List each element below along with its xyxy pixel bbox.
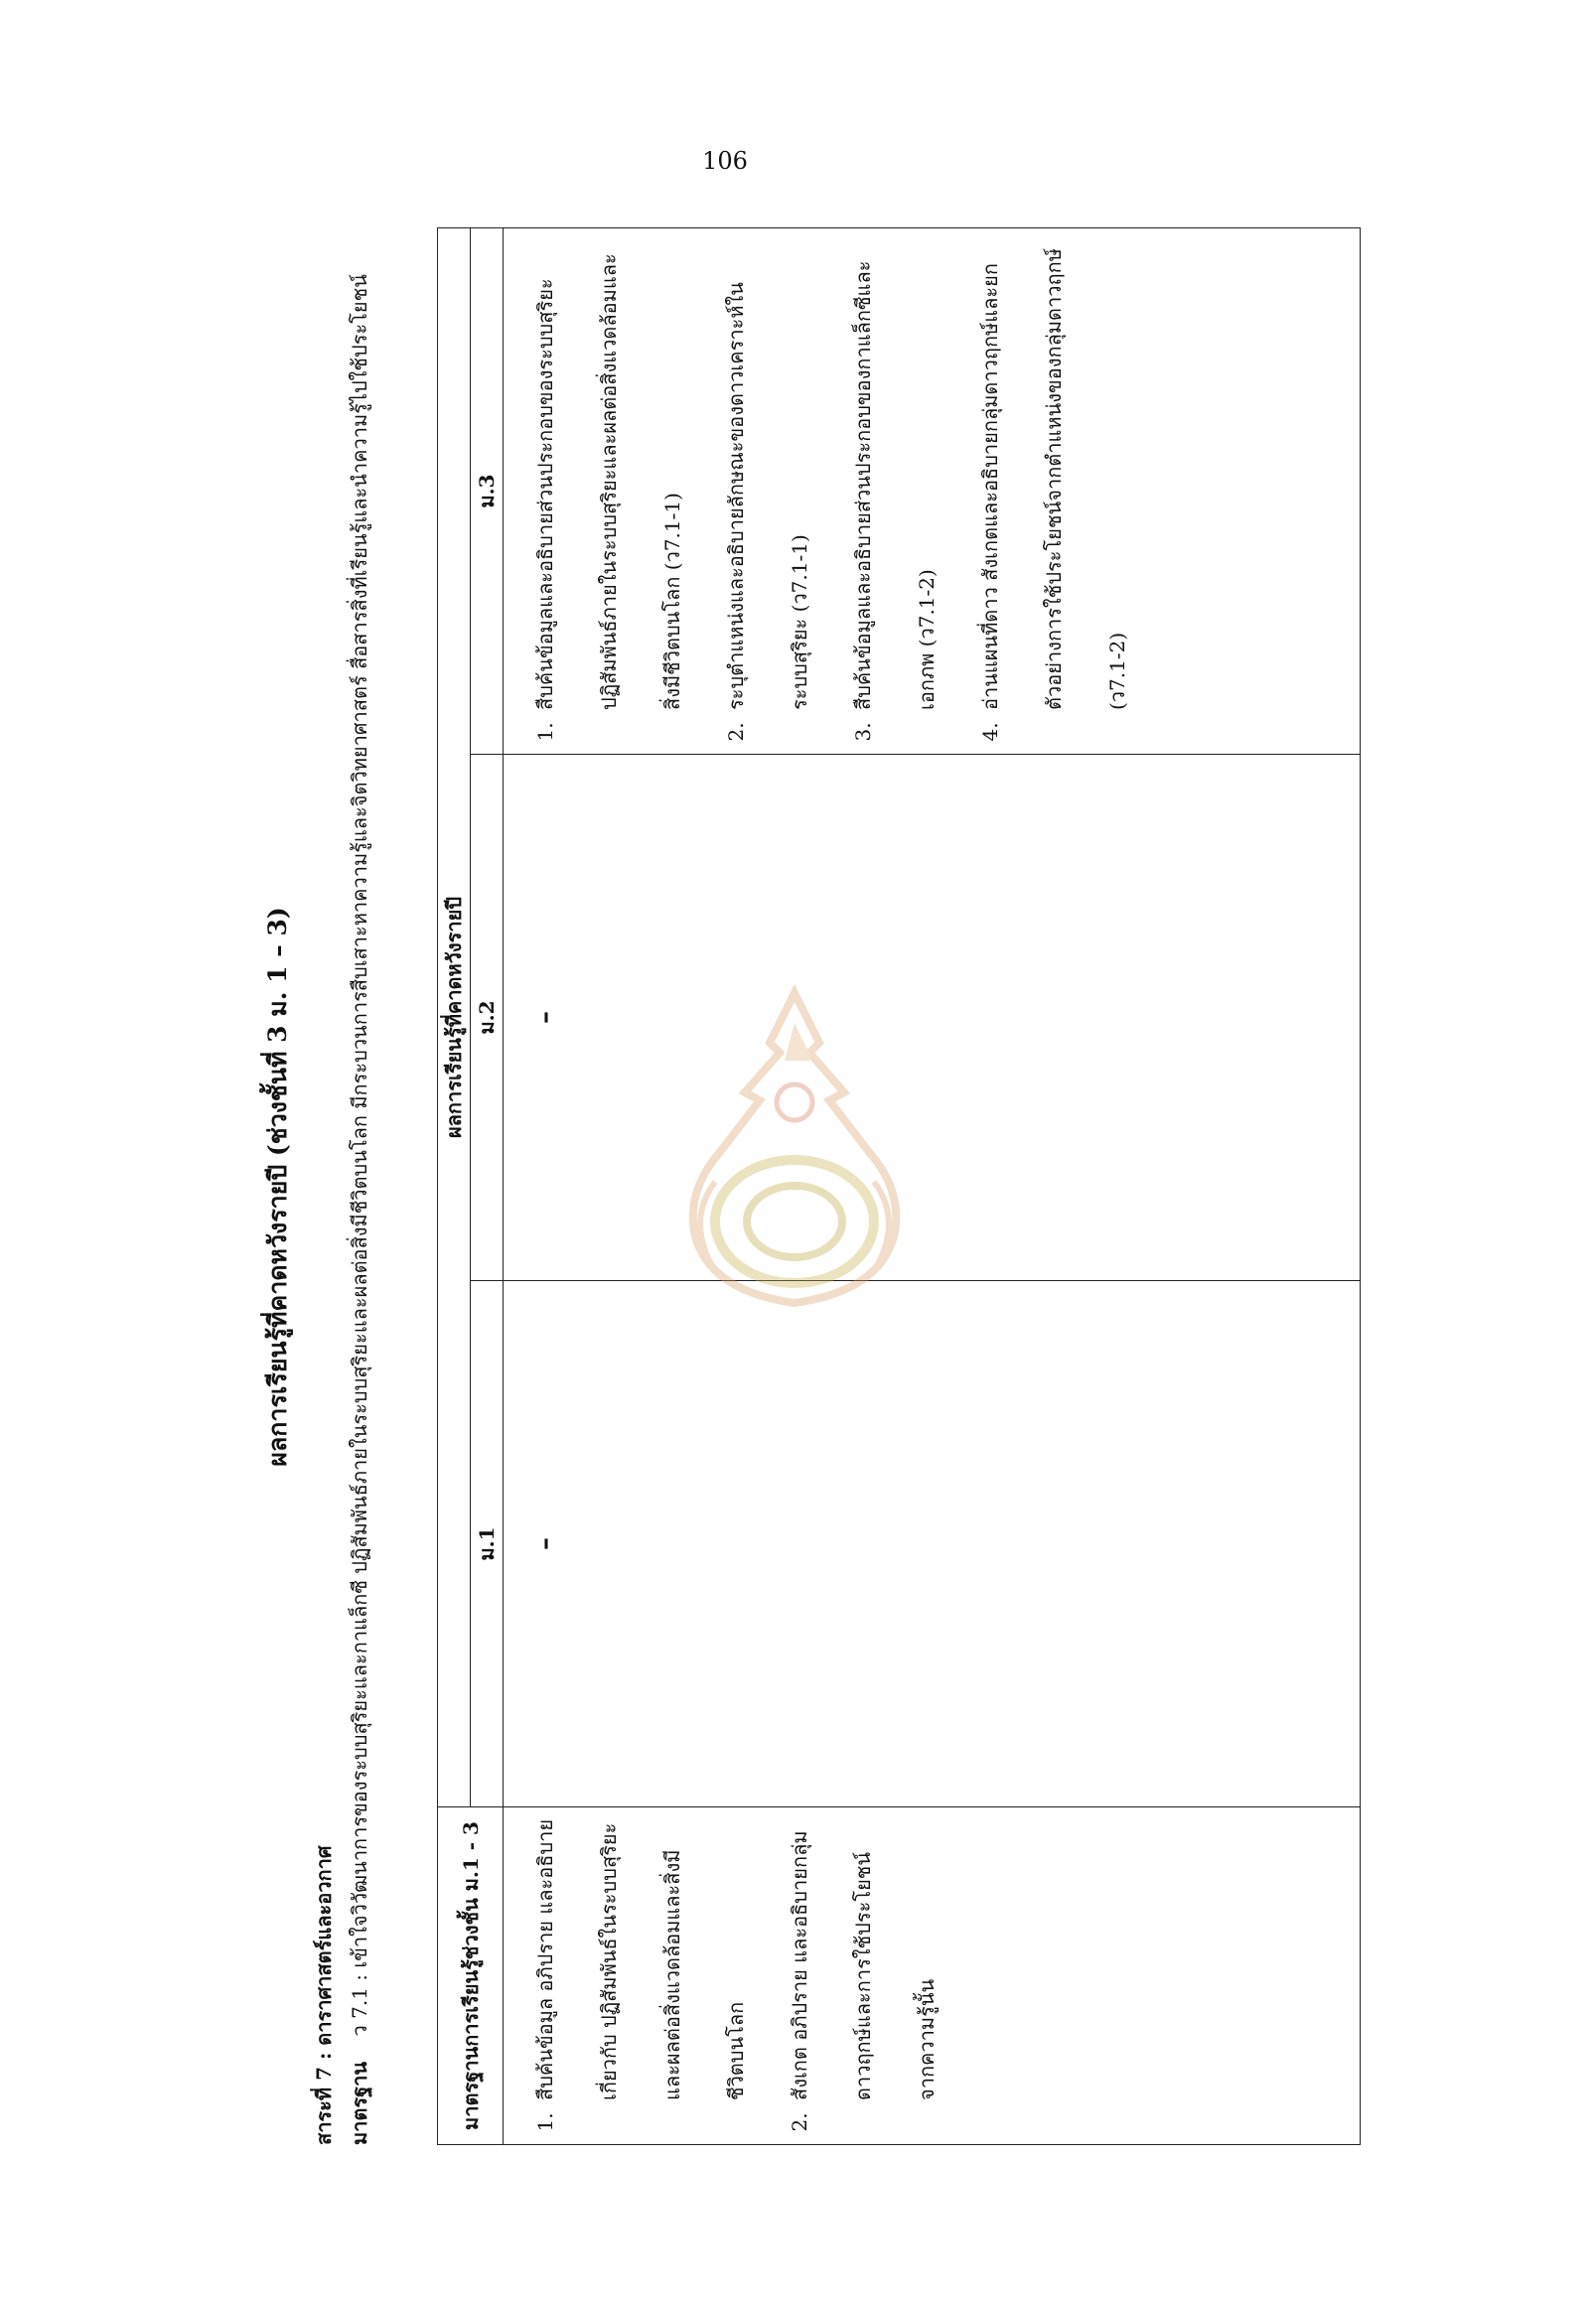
standard-item: 2. สังเกต อภิปราย และอธิบายกลุ่มดาวฤกษ์และการใช้ประโยชน์จากความรู้นั้น — [768, 1817, 958, 2106]
grade-header-m2: ม.2 — [471, 755, 504, 1281]
grade-header-m3: ม.3 — [471, 227, 504, 754]
standard-item: 1. สืบค้นข้อมูล อภิปราย และอธิบายเกี่ยวกับ ปฏิสัมพันธ์ในระบบสุริยะและผลต่อสิ่งแวดล้อมและสิ่งมีชีวิตบนโลก — [513, 1817, 768, 2106]
outcome-item: 3. สืบค้นข้อมูลและอธิบายส่วนประกอบของกาแล็กซีและเอกภพ (ว7.1-2) — [831, 238, 958, 716]
standard-column-header: มาตรฐานการเรียนรู้ช่วงชั้น ม.1 - 3 — [438, 1807, 504, 2145]
table-row — [504, 227, 1361, 2144]
standard-statement — [344, 228, 376, 2145]
m3-cell — [504, 227, 1361, 754]
m2-cell: – — [504, 755, 1361, 1281]
m1-cell: – — [504, 1281, 1361, 1807]
standard-code: ว 7.1 — [348, 1987, 371, 2037]
outcomes-table — [437, 227, 1361, 2145]
outcomes-column-header: ผลการเรียนรู้ที่คาดหวังรายปี — [438, 227, 471, 1806]
standard-text: : เข้าใจวิวัฒนาการของระบบสุริยะและกาแล็กซี ปฏิสัมพันธ์ภายในระบบสุริยะและผลต่อสิ่งมีชีวิตบนโลก มีกระบวนการสืบเสาะหาความรู้และจิตวิทยาศาสตร์ สื่อสารสิ่งที่เรียนรู้และนำความรู้ไปใช้ประโยชน์ — [348, 274, 371, 1981]
standard-label: มาตรฐาน — [348, 2061, 371, 2145]
outcome-item: 2. ระบุตำแหน่งและอธิบายลักษณะของดาวเคราะห์ในระบบสุริยะ (ว7.1-1) — [704, 238, 831, 716]
page-number: 106 — [702, 147, 748, 175]
rotated-sheet — [258, 228, 1400, 2145]
outcome-item: 4. อ่านแผนที่ดาว สังเกตและอธิบายกลุ่มดาวฤกษ์และยกตัวอย่างการใช้ประโยชน์จากตำแหน่งของกลุ่มดาวฤกษ์ (ว7.1-2) — [958, 238, 1149, 716]
grade-header-m1: ม.1 — [471, 1281, 504, 1807]
strand-heading: สาระที่ 7 : ดาราศาสตร์และอวกาศ — [312, 1845, 336, 2145]
outcome-item: 1. สืบค้นข้อมูลและอธิบายส่วนประกอบของระบบสุริยะ ปฏิสัมพันธ์ภายในระบบสุริยะและผลต่อสิ่งแวดล้อมและสิ่งมีชีวิตบนโลก (ว7.1-1) — [513, 238, 704, 716]
table-header-row — [438, 227, 471, 2144]
document-title: ผลการเรียนรู้ที่คาดหวังรายปี (ช่วงชั้นที่ 3 ม. 1 – 3) — [263, 907, 292, 1467]
standard-cell — [504, 1807, 1361, 2145]
